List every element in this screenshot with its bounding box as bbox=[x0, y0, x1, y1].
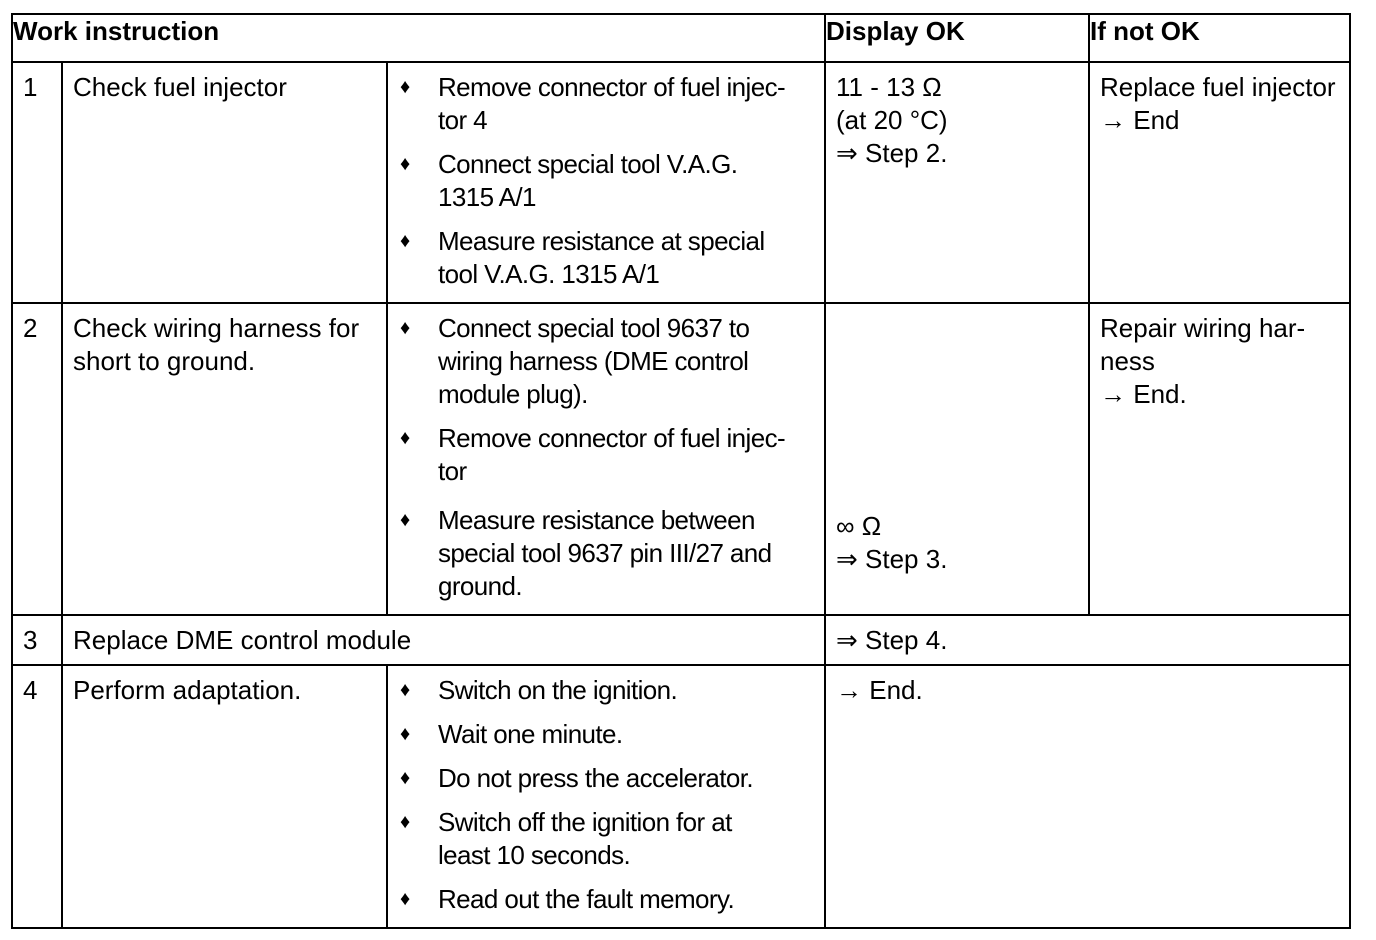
display-ok-value: ∞ Ω ⇒ Step 3. bbox=[836, 511, 948, 574]
display-ok-value: → End. bbox=[825, 665, 1350, 928]
step-text: Switch on the ignition. bbox=[438, 675, 678, 705]
task-text: Check wiring harness for short to ground. bbox=[62, 303, 387, 615]
step-list bbox=[387, 303, 825, 615]
list-item bbox=[400, 422, 814, 488]
work-instruction-table bbox=[11, 13, 1351, 929]
task-text: Replace DME control module bbox=[62, 615, 825, 665]
step-list bbox=[387, 62, 825, 303]
table-row bbox=[12, 665, 1350, 928]
table-row bbox=[12, 615, 1350, 665]
step-text: Read out the fault memory. bbox=[438, 884, 735, 914]
step-number: 2 bbox=[12, 303, 62, 615]
step-text: Do not press the accelerator. bbox=[438, 763, 754, 793]
diamond-bullet-icon: ♦ bbox=[400, 230, 410, 252]
list-item bbox=[400, 762, 814, 795]
step-text: Remove connector of fuel injec- tor bbox=[438, 423, 786, 486]
diamond-bullet-icon: ♦ bbox=[400, 76, 410, 98]
diamond-bullet-icon: ♦ bbox=[400, 767, 410, 789]
table-row bbox=[12, 62, 1350, 303]
display-ok-value: 11 - 13 Ω (at 20 °C) ⇒ Step 2. bbox=[825, 62, 1089, 303]
diamond-bullet-icon: ♦ bbox=[400, 888, 410, 910]
list-item bbox=[400, 806, 814, 872]
diamond-bullet-icon: ♦ bbox=[400, 723, 410, 745]
task-text: Perform adaptation. bbox=[62, 665, 387, 928]
diamond-bullet-icon: ♦ bbox=[400, 509, 410, 531]
task-text: Check fuel injector bbox=[62, 62, 387, 303]
header-row bbox=[12, 14, 1350, 62]
list-item bbox=[400, 148, 814, 214]
list-item bbox=[400, 71, 814, 137]
diamond-bullet-icon: ♦ bbox=[400, 811, 410, 833]
step-text: Wait one minute. bbox=[438, 719, 623, 749]
if-not-ok-value: Replace fuel injector → End bbox=[1089, 62, 1350, 303]
list-item bbox=[400, 718, 814, 751]
list-item bbox=[400, 225, 814, 291]
list-item bbox=[400, 504, 814, 603]
table-row bbox=[12, 303, 1350, 615]
header-work-instruction: Work instruction bbox=[12, 14, 825, 62]
step-text: Connect special tool V.A.G. 1315 A/1 bbox=[438, 149, 738, 212]
diamond-bullet-icon: ♦ bbox=[400, 153, 410, 175]
step-text: Measure resistance at special tool V.A.G. 1315 A/1 bbox=[438, 226, 765, 289]
step-number: 3 bbox=[12, 615, 62, 665]
diamond-bullet-icon: ♦ bbox=[400, 317, 410, 339]
list-item bbox=[400, 312, 814, 411]
diamond-bullet-icon: ♦ bbox=[400, 427, 410, 449]
display-ok-cell bbox=[825, 303, 1089, 615]
step-text: Switch off the ignition for at least 10 seconds. bbox=[438, 807, 732, 870]
step-number: 1 bbox=[12, 62, 62, 303]
list-item bbox=[400, 674, 814, 707]
step-list bbox=[387, 665, 825, 928]
header-if-not-ok: If not OK bbox=[1089, 14, 1350, 62]
header-display-ok: Display OK bbox=[825, 14, 1089, 62]
list-item bbox=[400, 883, 814, 916]
diamond-bullet-icon: ♦ bbox=[400, 679, 410, 701]
step-text: Measure resistance between special tool 9637 pin III/27 and ground. bbox=[438, 505, 772, 601]
step-number: 4 bbox=[12, 665, 62, 928]
display-ok-value: ⇒ Step 4. bbox=[825, 615, 1350, 665]
step-text: Connect special tool 9637 to wiring harness (DME control module plug). bbox=[438, 313, 750, 409]
if-not-ok-value: Repair wiring har- ness → End. bbox=[1089, 303, 1350, 615]
step-text: Remove connector of fuel injec- tor 4 bbox=[438, 72, 786, 135]
